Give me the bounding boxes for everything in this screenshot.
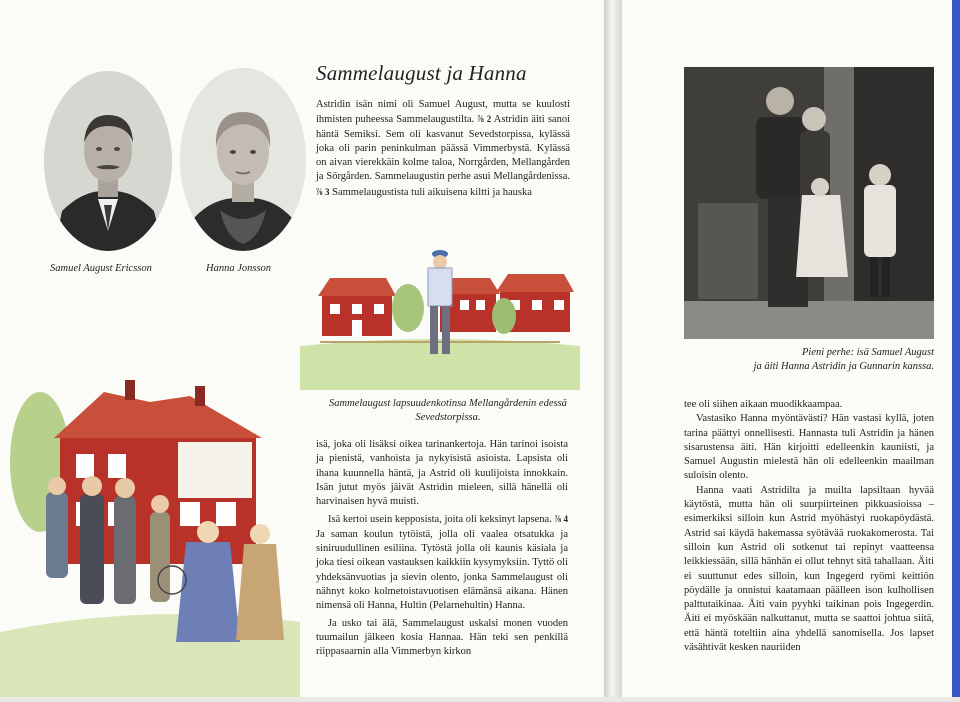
family-photo-caption — [662, 346, 934, 374]
family-caption-line-2: ja äiti Hanna Astridin ja Gunnarin kanssa. — [753, 361, 934, 372]
left-paragraph-1: isä, joka oli lisäksi oikea tarinankertoja. Hän tarinoi isoista ja pienistä, vanhoista ja nykyisistä asioista. Lapsista oli ihana kuunnella häntä, ja Astrid oli kuulijoista innokkain. Isän jutut myös jäivät Astridin mieleen, sillä hänellä oli harvinaisen hyvä muisti. — [316, 439, 568, 508]
left-paragraph-2-text-2: Ja saman koulun tytöistä, jolla oli vaalea otsatukka ja siniruudullinen esiliina. Tytöstä jolla oli kaunis käsiala ja joka tiesi oikean vastauksen kaikkiin kysymyksiin. Tyttö oli yhdeksänvuotias ja sievin olento, jonka Sammelaugust oli nähnyt koko kolmetoistavuotisen elämänsä aikana. Hänen nimensä oli Hanna, Hultin (Pelarnehultin) Hanna. — [316, 528, 568, 612]
family-caption-line-1: Pieni perhe: isä Samuel August — [801, 347, 934, 358]
note-marker-4: ⅞ 4 — [554, 514, 569, 525]
right-paragraph-2: Vastasiko Hanna myöntävästi? Hän vastasi kyllä, joten tarina päättyi onnellisesti. Hannasta tuli Astridin ja hänen sisarustensa äiti. Hän kirjoitti edelleenkin kauniisti, ja Samuel Augustin mielestä hän oli edelleenkin maailman suloisin olento. — [684, 413, 934, 482]
right-paragraph-1: tee oli siihen aikaan muodikkaampaa. — [684, 399, 843, 410]
boy-figure — [428, 250, 452, 354]
right-paragraph-3: Hanna vaati Astridilta ja muilta lapsiltaan hyvää käytöstä, mutta hän oli suurpiirteinen pikkuasioissa – esimerkiksi silloin kun Astrid myöhästyi ruokapöydästä. Astrid sai käydä hakemassa syötävää ruokakomerosta. Tai silloin kun Astrid oli sotkenut tai repinyt vaatteensa leikkiessään, sillä hänhän ei ollut tehnyt sitä tahallaan. Äiti ei suuttunut edes silloin, kun Ingegerd ryömi keittiön pöydälle ja onnistui kaatamaan päälleen ison kulhollisen palttutaikinaa. Äiti vain pyyhki taikinan pois Ingegerdin. Äiti ei myöskään nalkuttanut, mutta se saattoi johtua siitä, että häntä toteltiin aina yhdellä sanomisella. Jos lapset väsähtivät kesken nauriiden — [684, 484, 934, 654]
intro-text-3: Sammelaugustista tuli aikuisena kiltti ja hauska — [332, 186, 532, 198]
left-paragraph-2 — [316, 512, 568, 613]
note-marker-3: ⅞ 3 — [316, 186, 330, 197]
farm-illustration — [300, 246, 580, 390]
house-left — [318, 278, 396, 336]
intro-text-1: Astridin isän nimi oli Samuel August, mutta se kuulosti ihmisten puheessa Sammelaugustilta. — [316, 99, 570, 126]
book-gutter — [604, 0, 622, 697]
right-column-text — [684, 398, 934, 655]
caption-hanna: Hanna Jonsson — [206, 263, 272, 274]
caption-samuel-august: Samuel August Ericsson — [50, 263, 152, 274]
chapter-heading: Sammelaugust ja Hanna — [316, 61, 527, 85]
school-illustration — [0, 372, 300, 697]
left-paragraph-3: Ja usko tai älä, Sammelaugust uskalsi monen vuoden tuumailun jälkeen kosia Hannaa. Hän teki sen penkillä riippasaarnin alla Vimmerbyn kirkon — [316, 617, 568, 658]
intro-text-2: Astridin äiti sanoi häntä Semiksi. Sem oli kasvanut Sevedstorpissa, kylässä joka oli parin peninkulman päässä Vimmerbystä. Kylässä on aivan vierekkäin kolme taloa, Norrgården, Mellangården ja Sörgården. Sammelaugustin perhe asui Mellangårdenissa. — [316, 114, 570, 183]
intro-paragraph — [316, 98, 570, 200]
family-photo — [684, 67, 934, 339]
note-marker-2: ⅞ 2 — [477, 114, 492, 125]
portrait-samuel-august — [44, 71, 172, 251]
farm-caption: Sammelaugust lapsuudenkotinsa Mellangårdenin edessä Sevedstorpissa. — [329, 398, 567, 423]
left-column-text — [316, 438, 568, 662]
left-paragraph-2-text-1: Isä kertoi usein kepposista, joita oli keksinyt lapsena. — [328, 514, 552, 526]
portrait-hanna — [180, 68, 306, 251]
page-edge-strip — [952, 0, 960, 697]
